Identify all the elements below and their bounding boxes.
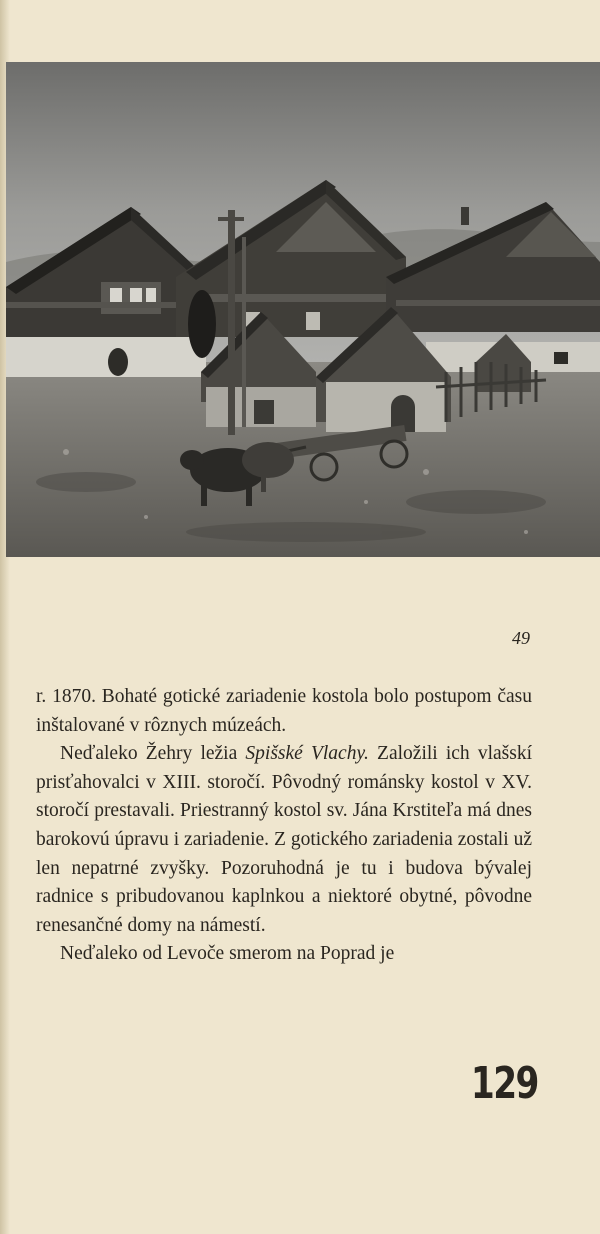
paragraph-2 [36, 740, 532, 940]
paragraph-1: r. 1870. Bohaté gotické zariadenie kostola bolo postupom času inštalované v rôznych múzeách. [36, 686, 532, 736]
village-photo [6, 62, 600, 557]
place-name-spisske-vlachy: Spišské Vlachy. [245, 743, 369, 765]
paragraph-2-start: Neďaleko Žehry ležia [60, 743, 246, 765]
paragraph-2-rest: Založili ich vlašskí prisťahovalci v XIII. storočí. Pôvodný románsky kostol v XV. storočí prestavali. Priestranný kostol sv. Jána Krstiteľa má dnes barokovú úpravu i zariadenie. Z gotického zariadenia zostali už len nepatrné zvyšky. Pozoruhodná je tu i budova bývalej radnice s pribudovanou kaplnkou a niektoré obytné, pôvodne renesančné domy na námestí. [36, 743, 533, 936]
figure-number: 49 [512, 628, 530, 648]
body-text [36, 683, 532, 969]
paragraph-3: Neďaleko od Levoče smerom na Poprad je [60, 943, 395, 965]
page-number: 129 [471, 1058, 538, 1109]
